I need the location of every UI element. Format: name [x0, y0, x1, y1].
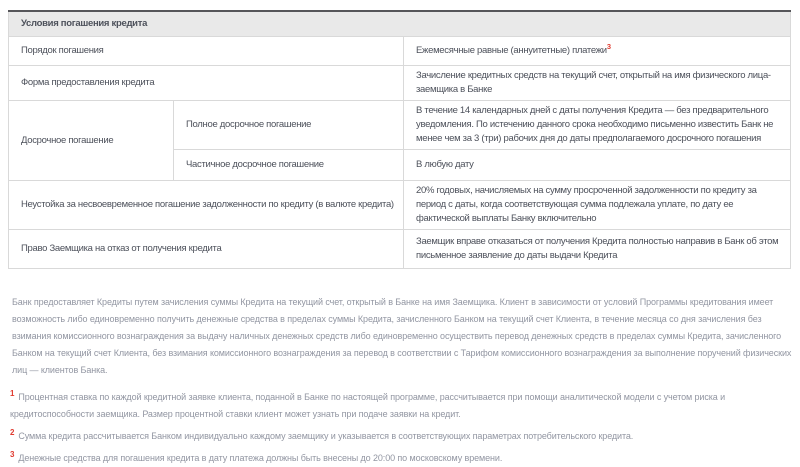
footnote-2-number: 2 — [10, 428, 15, 437]
footnote-3-number: 3 — [10, 450, 15, 459]
footnote-2-text: Сумма кредита рассчитывается Банком индивидуально каждому заемщику и указывается в соответствующих параметрах потребительского кредита. — [18, 431, 634, 441]
row-label: Неустойка за несвоевременное погашение задолженности по кредиту (в валюте кредита) — [9, 181, 404, 230]
footnote-3-text: Денежные средства для погашения кредита в дату платежа должны быть внесены до 20:00 по московскому времени. — [18, 453, 503, 463]
table-row-refusal-right — [9, 230, 791, 269]
footnote-3 — [10, 450, 792, 467]
row-value: В любую дату — [404, 150, 791, 181]
footnote-1 — [10, 389, 792, 423]
footnote-1-number: 1 — [10, 389, 15, 398]
credit-description-paragraph: Банк предоставляет Кредиты путем зачисления суммы Кредита на текущий счет, открытый в Банке на имя Заемщика. Клиент в зависимости от условий Программы кредитования имеет возможность либо единовременно получить денежные средства в пределах суммы Кредита, зачисленного Банком на текущий счет Клиента, в течение месяца со дня зачисления без взимания комиссионного вознаграждения за выдачу наличных денежных средств либо единовременно осуществить перевод денежных средств в пределах суммы Кредита, зачисленного Банком на текущий счет Клиента, без взимания комиссионного вознаграждения за перевод в соответствии с Тарифом комиссионного вознаграждения за выполнение поручений физических лиц — клиентов Банка. — [12, 297, 792, 375]
footnote-2 — [10, 428, 792, 445]
row-value-text: Ежемесячные равные (аннуитетные) платежи — [416, 45, 607, 56]
row-label: Порядок погашения — [9, 37, 404, 66]
row-value: В течение 14 календарных дней с даты получения Кредита — без предварительного уведомления. По истечению данного срока необходимо письменно известить Банк не менее чем за 3 (три) рабочих дня до даты предполагаемого досрочного погашения — [404, 101, 791, 150]
row-label: Право Заемщика на отказ от получения кредита — [9, 230, 404, 269]
row-value: Зачисление кредитных средств на текущий счет, открытый на имя физического лица-заемщика в Банке — [404, 66, 791, 101]
footnote-ref-3: 3 — [606, 41, 611, 51]
row-label: Досрочное погашение — [9, 101, 174, 181]
row-sublabel: Полное досрочное погашение — [174, 101, 404, 150]
credit-terms-table — [8, 10, 791, 269]
table-header-row — [9, 11, 791, 37]
table-row-early-repayment-full — [9, 101, 791, 150]
row-label: Форма предоставления кредита — [9, 66, 404, 101]
table-title: Условия погашения кредита — [9, 11, 791, 37]
row-value — [404, 37, 791, 66]
table-row-credit-form — [9, 66, 791, 101]
row-value: Заемщик вправе отказаться от получения Кредита полностью направив в Банк об этом письменное заявление до даты выдачи Кредита — [404, 230, 791, 269]
table-row-penalty — [9, 181, 791, 230]
row-value: 20% годовых, начисляемых на сумму просроченной задолженности по кредиту за период с даты, когда соответствующая сумма подлежала уплате, по дату ее фактической выплаты Банку включительно — [404, 181, 791, 230]
row-sublabel: Частичное досрочное погашение — [174, 150, 404, 181]
footnotes-block — [10, 389, 790, 467]
footnote-1-text: Процентная ставка по каждой кредитной заявке клиента, поданной в Банке по настоящей программе, рассчитывается при помощи аналитической модели с учетом риска и кредитоспособности заемщика. Размер процентной ставки клиент может узнать при подаче заявки на кредит. — [10, 392, 726, 419]
table-row-repayment-order — [9, 37, 791, 66]
